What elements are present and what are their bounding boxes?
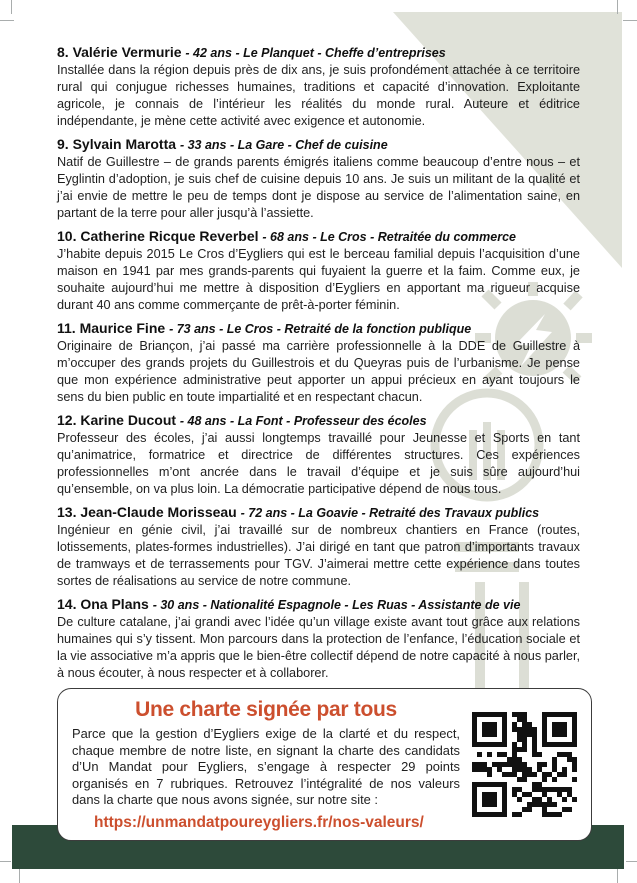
candidate-section-12 [57, 412, 580, 498]
crop-mark [623, 20, 637, 21]
candidate-meta: - 72 ans - La Goavie - Retraité des Travaux publics [240, 506, 540, 520]
qr-code [472, 712, 577, 817]
crop-mark [11, 0, 12, 14]
candidate-name: 9. Sylvain Marotta [57, 136, 177, 152]
candidate-heading [57, 412, 580, 429]
candidate-section-13 [57, 504, 580, 590]
candidate-name: 12. Karine Ducout [57, 412, 177, 428]
candidate-name: 14. Ona Plans [57, 596, 149, 612]
candidate-bio: De culture catalane, j’ai grandi avec l’idée qu’un village existe avant tout grâce aux relations humaines qui s’y tissent. Mon parcours dans la protection de l’enfance, l’éducation sociale et la vie associative m’a appris que le bien-être collectif dépend de notre capacité à nous parler, à nous écouter, à nous respecter et à collaborer. [57, 615, 580, 680]
candidate-name: 8. Valérie Vermurie [57, 44, 182, 60]
candidate-bio: Originaire de Briançon, j’ai passé ma carrière professionnelle à la DDE de Guillestre à m’occuper des grands projets du Guillestrois et du Queyras puis de l’urbanisme. Je pense que mon expérience administrative peut apporter un appui précieux en ayant toujours le sens du bien public en toute impartialité et en respectant chacun. [57, 339, 580, 404]
candidate-heading [57, 44, 580, 61]
candidate-bio: Professeur des écoles, j’ai aussi longtemps travaillé pour Jeunesse et Sports en tant qu’animatrice, formatrice et directrice de différentes structures. Ces expériences professionnelles m’ont ancrée dans le travail d’équipe et je suis sûre aujourd’hui qu’ensemble, on va plus loin. La démocratie participative dépend de nous tous. [57, 431, 580, 496]
charter-url-link[interactable]: https://unmandatpoureygliers.fr/nos-valeurs/ [94, 813, 424, 831]
charter-title: Une charte signée par tous [135, 698, 397, 721]
candidate-section-9 [57, 136, 580, 222]
candidate-heading [57, 320, 580, 337]
candidate-meta: - 48 ans - La Font - Professeur des écoles [179, 414, 427, 428]
candidate-name: 10. Catherine Ricque Reverbel [57, 228, 259, 244]
candidate-section-14 [57, 596, 580, 682]
candidate-bio: Installée dans la région depuis près de dix ans, je suis profondément attachée à ce territoire rural qui conjugue richesses humaines, traditions et capacité d’innovation. Exploitante agricole, je connais de l’intérieur les réalités du monde rural. Auteure et éditrice indépendante, je mène cette activité avec exigence et autonomie. [57, 63, 580, 128]
crop-mark [0, 861, 11, 862]
candidate-bio: J’habite depuis 2015 Le Cros d’Eygliers qui est le berceau familial depuis l’acquisition d’une maison en 1941 par mes grands-parents qui fuyaient la guerre et la faim. Comme eux, je souhaite aujourd’hui me mettre à disposition d’Eygliers en apportant ma rigueur acquise durant 40 ans comme commerçante de prêt-à-porter féminin. [57, 247, 580, 312]
candidates-list [57, 44, 580, 841]
candidate-heading [57, 136, 580, 153]
candidate-heading [57, 596, 580, 613]
candidate-section-11 [57, 320, 580, 406]
candidate-meta: - 30 ans - Nationalité Espagnole - Les Ruas - Assistante de vie [152, 598, 521, 612]
candidate-heading [57, 504, 580, 521]
candidate-bio: Natif de Guillestre – de grands parents émigrés italiens comme beaucoup d’entre nous – et Eyglintin d’adoption, je suis chef de cuisine depuis 10 ans. Je suis un militant de la qualité et j’ai envie de mettre le peu de temps dont je dispose au service de l’alimentation saine, en partant de la terre pour aller jusqu’à l’assiette. [57, 155, 580, 220]
crop-mark [617, 0, 618, 14]
crop-mark [19, 869, 20, 883]
candidate-meta: - 68 ans - Le Cros - Retraitée du commerce [262, 230, 516, 244]
candidate-heading [57, 228, 580, 245]
candidate-section-8 [57, 44, 580, 130]
crop-mark [0, 20, 14, 21]
candidate-name: 11. Maurice Fine [57, 320, 166, 336]
candidate-name: 13. Jean-Claude Morisseau [57, 504, 237, 520]
candidate-meta: - 42 ans - Le Planquet - Cheffe d’entreprises [185, 46, 446, 60]
candidate-meta: - 33 ans - La Gare - Chef de cuisine [179, 138, 388, 152]
charter-text-block [72, 697, 460, 832]
crop-mark [626, 861, 637, 862]
crop-mark [617, 869, 618, 883]
candidate-section-10 [57, 228, 580, 314]
charter-box [57, 688, 592, 841]
candidate-meta: - 73 ans - Le Cros - Retraité de la fonction publique [169, 322, 472, 336]
charter-body: Parce que la gestion d’Eygliers exige de la clarté et du respect, chaque membre de notre liste, en signant la charte des candidats d’Un Mandat pour Eygliers, s’engage à respecter 29 points organisés en 7 rubriques. Retrouvez l’intégralité de nos valeurs dans la charte que nous avons signée, sur notre site : [72, 726, 460, 808]
candidate-bio: Ingénieur en génie civil, j’ai travaillé sur de nombreux chantiers en France (routes, lotissements, plates-formes industrielles). J’ai dirigé en tant que patron d’importants travaux de tramways et de terrassements pour TGV. J’aimerai mettre cette expérience dans toutes sortes de réalisations au service de notre commune. [57, 523, 580, 588]
